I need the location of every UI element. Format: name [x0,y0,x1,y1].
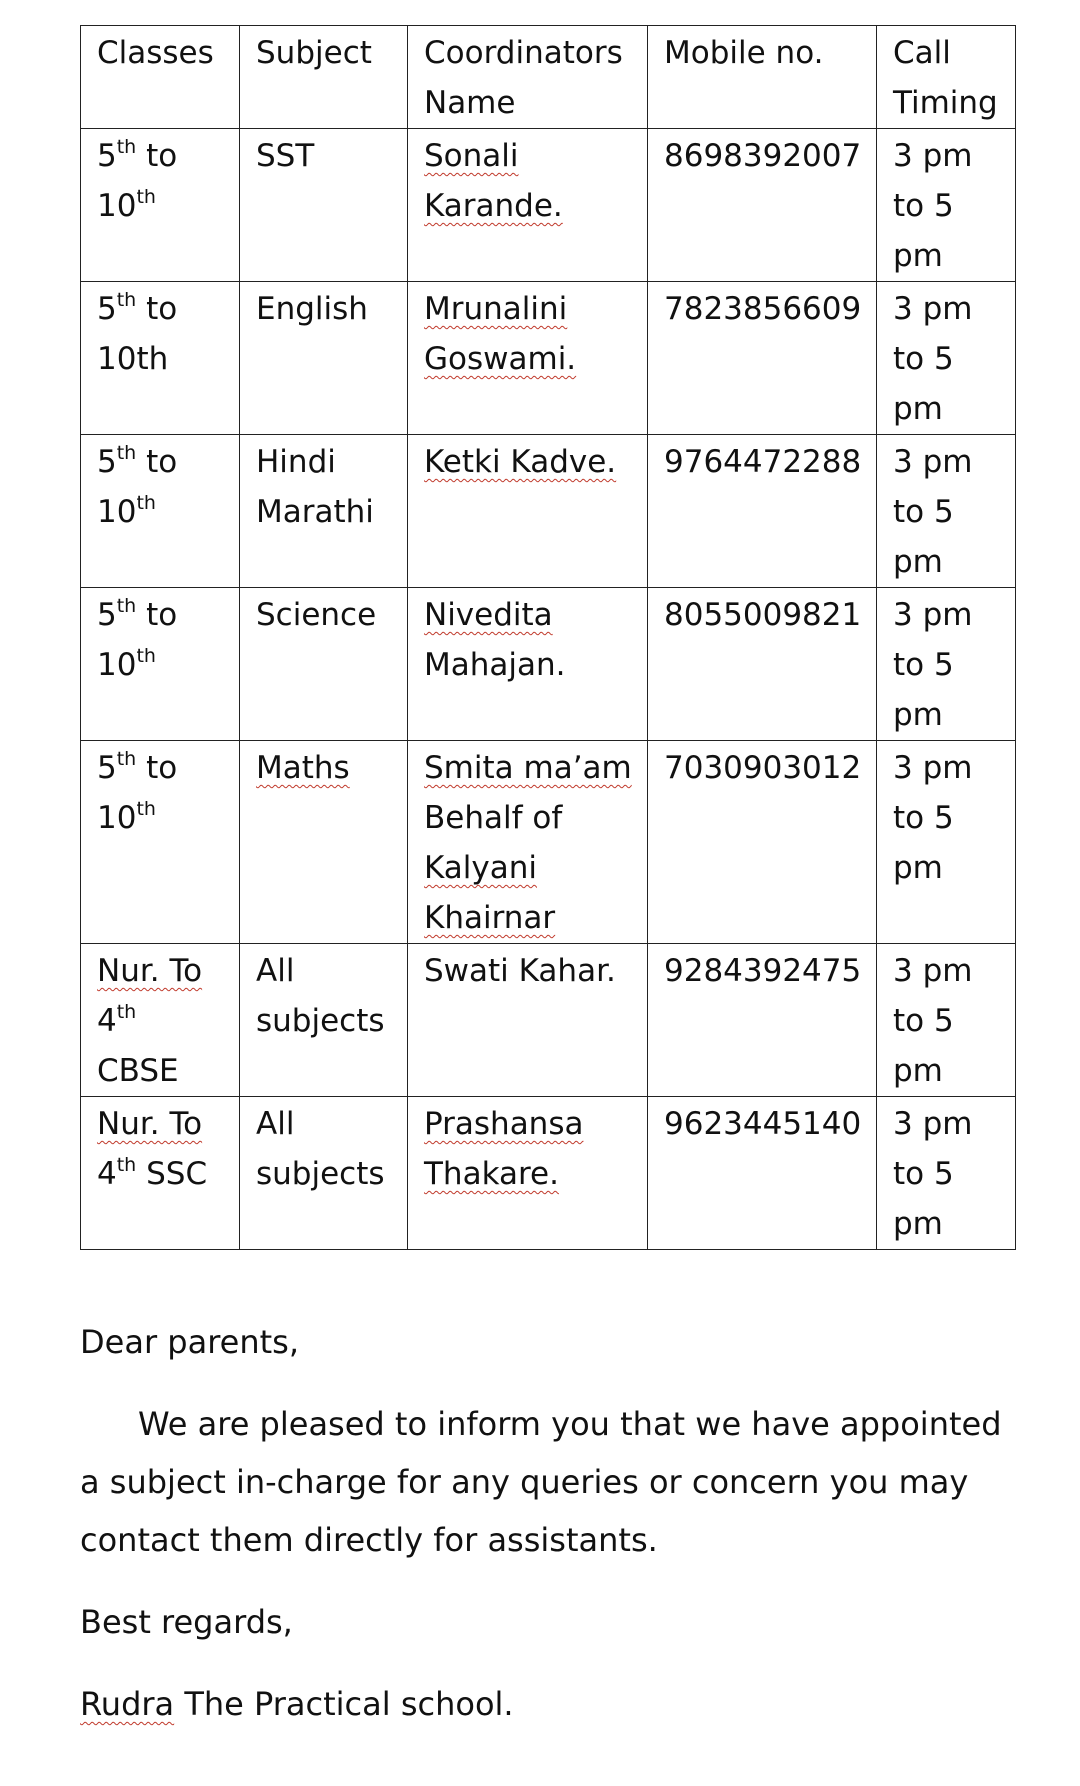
timing-line1: 3 pm [893,138,973,174]
ordinal-suffix: th [116,289,137,311]
cell-subject [240,1097,408,1250]
letter-paragraph: We are pleased to inform you that we have appointed a subject in-charge for any queries or concern you may contact them directly for assistants. [80,1405,1002,1559]
subject-line1: All [256,1106,295,1142]
name-line1 [424,946,633,996]
cell-coordinator-name [408,944,648,1097]
classes-rest: SSC [136,1156,208,1192]
subject-line2: subjects [256,1003,385,1039]
subject-text: Science [256,597,377,633]
table-header-row [81,26,1016,129]
cell-classes [81,282,240,435]
subject-line1: All [256,953,295,989]
header-mobile [648,26,877,129]
timing-line3: pm [893,1053,943,1089]
ordinal-suffix: th [116,1001,137,1023]
subject-text: Maths [256,750,350,786]
cell-mobile [648,282,877,435]
header-mobile-text: Mobile no. [664,35,824,71]
classes-line2: 10th [97,341,169,377]
table-row [81,588,1016,741]
timing-line2: to 5 [893,1156,954,1192]
name-line2 [424,1149,633,1199]
subject-text: SST [256,138,315,174]
coordinators-table [80,25,1016,1250]
name-line1 [424,131,633,181]
classes-rest: to [136,597,178,633]
classes-rest: to [136,444,178,480]
classes-number: 5 [97,444,117,480]
classes-line1 [97,590,225,640]
classes-line2 [97,1149,225,1199]
timing-line1: 3 pm [893,953,973,989]
letter-closing: Best regards, [80,1603,293,1641]
table-row [81,944,1016,1097]
name-line1 [424,437,633,487]
name-line2 [424,181,633,231]
classes-number: 10 [97,494,137,530]
cell-call-timing [877,944,1016,1097]
header-name-line1: Coordinators [424,35,623,71]
cell-mobile [648,944,877,1097]
classes-number: 4 [97,1156,117,1192]
header-name-line2: Name [424,85,516,121]
cell-coordinator-name [408,741,648,944]
classes-line2 [97,996,225,1046]
mobile-number: 9764472288 [664,444,862,480]
name-line1 [424,284,633,334]
ordinal-suffix: th [136,645,156,667]
timing-line1: 3 pm [893,291,973,327]
classes-number: 10 [97,188,137,224]
classes-rest: to [136,138,178,174]
cell-classes [81,741,240,944]
mobile-number: 9284392475 [664,953,862,989]
name-line2: Behalf of [424,800,563,836]
mobile-number: 8698392007 [664,138,862,174]
classes-rest: to [136,750,178,786]
header-subject [240,26,408,129]
name-line3 [424,843,633,893]
timing-line3: pm [893,238,943,274]
ordinal-suffix: th [136,492,156,514]
classes-number: 5 [97,597,117,633]
cell-mobile [648,435,877,588]
name-text: Swati Kahar. [424,953,616,989]
classes-number: 4 [97,1003,117,1039]
table-row [81,282,1016,435]
classes-line2 [97,793,225,843]
cell-mobile [648,129,877,282]
name-line4 [424,893,633,943]
classes-text: Nur. To [97,1106,203,1142]
cell-classes [81,944,240,1097]
table-row [81,435,1016,588]
cell-subject [240,741,408,944]
name-text: Mrunalini [424,291,568,327]
timing-line3: pm [893,697,943,733]
timing-line3: pm [893,850,943,886]
cell-coordinator-name [408,282,648,435]
cell-call-timing [877,1097,1016,1250]
timing-line1: 3 pm [893,597,973,633]
name-line1 [424,743,633,793]
name-text: Khairnar [424,900,556,936]
cell-coordinator-name [408,129,648,282]
timing-line2: to 5 [893,647,954,683]
subject-line2: Marathi [256,494,374,530]
cell-call-timing [877,741,1016,944]
letter-body [80,1313,1015,1733]
mobile-number: 8055009821 [664,597,862,633]
cell-subject [240,129,408,282]
timing-line1: 3 pm [893,444,973,480]
cell-subject [240,944,408,1097]
timing-line3: pm [893,1206,943,1242]
header-call-timing [877,26,1016,129]
classes-line1 [97,284,225,334]
cell-coordinator-name [408,1097,648,1250]
timing-line1: 3 pm [893,1106,973,1142]
header-timing-line1: Call [893,35,951,71]
signature-school-name-rest: The Practical school. [174,1685,514,1723]
name-text: Goswami. [424,341,577,377]
name-text: Ketki Kadve. [424,444,617,480]
cell-classes [81,129,240,282]
classes-line1 [97,1099,225,1149]
ordinal-suffix: th [116,136,137,158]
header-timing-line2: Timing [893,85,998,121]
ordinal-suffix: th [116,1154,137,1176]
header-coordinators-name [408,26,648,129]
name-line1 [424,590,633,640]
cell-mobile [648,1097,877,1250]
cell-mobile [648,588,877,741]
header-subject-text: Subject [256,35,372,71]
classes-number: 10 [97,800,137,836]
timing-line3: pm [893,544,943,580]
name-line2 [424,334,633,384]
table-row [81,1097,1016,1250]
subject-line1 [256,743,393,793]
cell-classes [81,1097,240,1250]
classes-line2 [97,487,225,537]
classes-number: 5 [97,750,117,786]
name-text: Nivedita [424,597,553,633]
name-text: Prashansa [424,1106,584,1142]
cell-coordinator-name [408,435,648,588]
name-text: Smita ma’am [424,750,632,786]
subject-line1: Hindi [256,444,336,480]
cell-subject [240,588,408,741]
timing-line3: pm [893,391,943,427]
table-row [81,129,1016,282]
subject-line2: subjects [256,1156,385,1192]
name-line2: Mahajan. [424,647,566,683]
mobile-number: 7030903012 [664,750,862,786]
subject-text: English [256,291,368,327]
letter-greeting: Dear parents, [80,1323,299,1361]
classes-line1 [97,131,225,181]
cell-subject [240,282,408,435]
ordinal-suffix: th [136,798,156,820]
cell-classes [81,588,240,741]
classes-line3: CBSE [97,1053,179,1089]
classes-number: 5 [97,138,117,174]
name-text: Karande. [424,188,563,224]
timing-line2: to 5 [893,341,954,377]
classes-number: 5 [97,291,117,327]
header-classes [81,26,240,129]
cell-classes [81,435,240,588]
name-text: Kalyani [424,850,537,886]
classes-rest: to [136,291,178,327]
table-row [81,741,1016,944]
cell-call-timing [877,435,1016,588]
timing-line2: to 5 [893,1003,954,1039]
timing-line1: 3 pm [893,750,973,786]
timing-line2: to 5 [893,188,954,224]
classes-line1 [97,437,225,487]
name-text: Sonali [424,138,519,174]
cell-call-timing [877,282,1016,435]
mobile-number: 7823856609 [664,291,862,327]
classes-text: Nur. To [97,953,203,989]
signature-school-name-first: Rudra [80,1685,175,1723]
timing-line2: to 5 [893,494,954,530]
classes-number: 10 [97,647,137,683]
classes-line2 [97,181,225,231]
timing-line2: to 5 [893,800,954,836]
cell-coordinator-name [408,588,648,741]
name-text: Thakare. [424,1156,559,1192]
ordinal-suffix: th [136,186,156,208]
mobile-number: 9623445140 [664,1106,862,1142]
classes-line1 [97,946,225,996]
ordinal-suffix: th [116,595,137,617]
cell-call-timing [877,588,1016,741]
classes-line1 [97,743,225,793]
header-classes-text: Classes [97,35,214,71]
cell-call-timing [877,129,1016,282]
ordinal-suffix: th [116,442,137,464]
name-line1 [424,1099,633,1149]
ordinal-suffix: th [116,748,137,770]
cell-subject [240,435,408,588]
letter-signature [80,1675,1015,1733]
cell-mobile [648,741,877,944]
classes-line2 [97,640,225,690]
